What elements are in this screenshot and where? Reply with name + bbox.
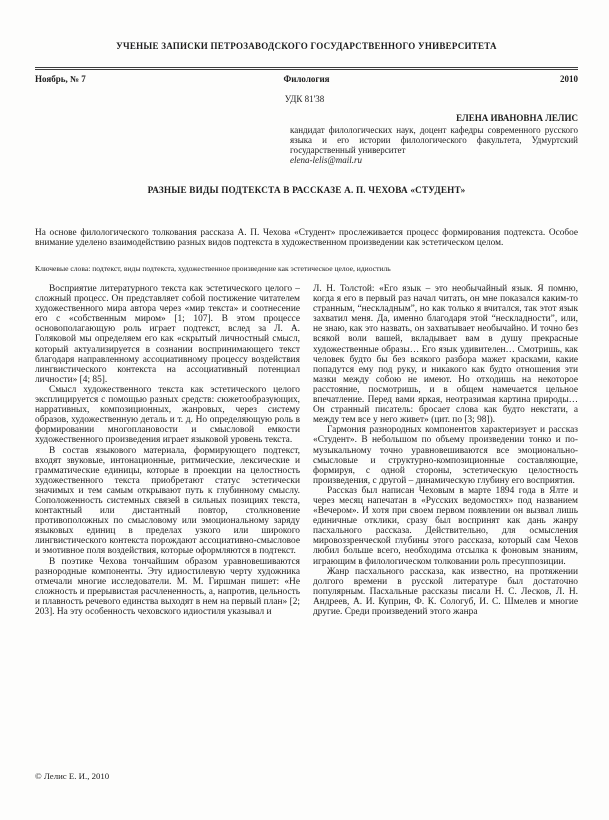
section-label: Филология (283, 74, 330, 84)
paragraph: В поэтике Чехова тончайшим образом уравновешиваются разнородные компоненты. Эту идиостилевую черту художника отмечали многие исследователи. М. М. Гиршман пишет: «Не сложность и прерывистая расчлененность, а, напротив, цельность и плавность речевого единства выходят в нем на первый план» [2; 203]. На эту особенность чеховского идиостиля указывал и (35, 556, 300, 617)
author-block (290, 113, 578, 166)
udc-label: УДК 81'38 (284, 94, 325, 104)
paragraph: Гармония разнородных компонентов характеризует и рассказ «Студент». В небольшом по объему произведении тонко и по-музыкальному точно уравновешиваются все эмоционально-смысловые и структурно-композиционные составляющие, формируя, с одной стороны, эстетическую целостность произведения, с другой – динамическую глубину его восприятия. (313, 425, 578, 486)
body-right-column (313, 284, 578, 760)
author-email: elena-lelis@mail.ru (290, 155, 363, 166)
issue-label: Ноябрь, № 7 (35, 74, 86, 84)
journal-header-title: УЧЕНЫЕ ЗАПИСКИ ПЕТРОЗАВОДСКОГО ГОСУДАРСТВЕННОГО УНИВЕРСИТЕТА (116, 41, 497, 51)
paragraph: Смысл художественного текста как эстетического целого эксплицируется с помощью разных средств: сюжетообразующих, нарративных, композиционных, жанровых, через систему образов, художественную деталь и т. д. Но определяющую роль в формировании многоплановости и смысловой емкости художественного произведения играет языковой уровень текста. (35, 384, 300, 446)
article-keywords: Ключевые слова: подтекст, виды подтекста, художественное произведение как эстетическое целое, идиостиль (35, 264, 391, 273)
author-name: ЕЛЕНА ИВАНОВНА ЛЕЛИС (456, 113, 578, 123)
body-left-column (35, 284, 300, 760)
body-columns (35, 284, 578, 760)
paragraph: Жанр пасхального рассказа, как известно, на протяжении долгого времени в русской литературе был достаточно популярным. Пасхальные рассказы писали Н. С. Лесков, Л. Н. Андреев, А. И. Куприн, Ф. К. Сологуб, И. С. Шмелев и многие другие. Среди произведений этого жанра (313, 566, 578, 617)
paragraph: В состав языкового материала, формирующего подтекст, входят звуковые, интонационные, ритмические, лексические и грамматические единицы, которые в проекции на целостность художественного текста приобретают статус эстетически значимых и тем самым открывают путь к глубинному смыслу. Соположенность системных связей в сильных позициях текста, контактный или дистантный повтор, столкновение противоположных по смысловому или эмоциональному заряду языковых единиц в пределах узкого или широкого лингвистического контекста порождают ассоциативно-смысловое и эмотивное поля воздействия, которые оформляются в подтекст. (35, 445, 300, 557)
paragraph: Восприятие литературного текста как эстетического целого – сложный процесс. Он представляет собой постижение читателем художественного мира автора через «мир текста» и соотнесение его с «собственным миром» [1; 107]. В этом процессе основополагающую роль играет подтекст, вслед за Л. А. Голяковой мы определяем его как «скрытый личностный смысл, который актуализируется в сознании воспринимающего текст благодаря направленному ассоциативному процессу воздействия лингвистического контекста на ассоциативный потенциал личности» [4; 85]. (35, 284, 300, 385)
year-label: 2010 (560, 74, 578, 84)
paragraph: Рассказ был написан Чеховым в марте 1894 года в Ялте и через месяц напечатан в «Русских ведомостях» под названием «Вечером». И хотя при своем первом появлении он вызвал лишь единичные отклики, сразу был воспринят как дань жанру пасхального рассказа. Действительно, для осмысления мировоззренческой глубины этого рассказа, который сам Чехов любил больше всего, необходима отсылка к фоновым знаниям, играющим в филологическом толковании роль пресуппозиции. (313, 485, 578, 567)
article-abstract: На основе филологического толкования рассказа А. П. Чехова «Студент» прослеживается процесс формирования подтекста. Особое внимание уделено взаимодействию разных видов подтекста в художественном произведении как эстетическом целом. (35, 228, 578, 249)
copyright-notice: © Лелис Е. И., 2010 (35, 771, 110, 781)
article-title: РАЗНЫЕ ВИДЫ ПОДТЕКСТА В РАССКАЗЕ А. П. ЧЕХОВА «СТУДЕНТ» (147, 185, 466, 195)
paragraph: Л. Н. Толстой: «Его язык – это необычайный язык. Я помню, когда я его в первый раз начал читать, он мне показался каким-то странным, “нескладным”, но как только я вчитался, так этот язык захватил меня. Да, именно благодаря этой “нескладности”, или, не знаю, как это назвать, он захватывает необычайно. И точно без всякой воли вашей, вкладывает вам в душу прекрасные художественные образы… Его язык удивителен… Смотришь, как человек будто бы без всякого разбора мажет красками, какие попадутся ему под руку, и никакого как будто отношения эти мазки между собою не имеют. Но отходишь на некоторое расстояние, посмотришь, и в общем намечается цельное впечатление. Перед вами яркая, неотразимая картина природы… Он странный писатель: бросает слова как будто некстати, а между тем все у него живет» (цит. по [3; 98]). (313, 284, 578, 426)
author-affiliation: кандидат филологических наук, доцент кафедры современного русского языка и его истории филологического факультета, Удмуртский государственный университет (290, 124, 578, 156)
header-divider (35, 67, 578, 70)
issue-meta-row (35, 74, 578, 84)
